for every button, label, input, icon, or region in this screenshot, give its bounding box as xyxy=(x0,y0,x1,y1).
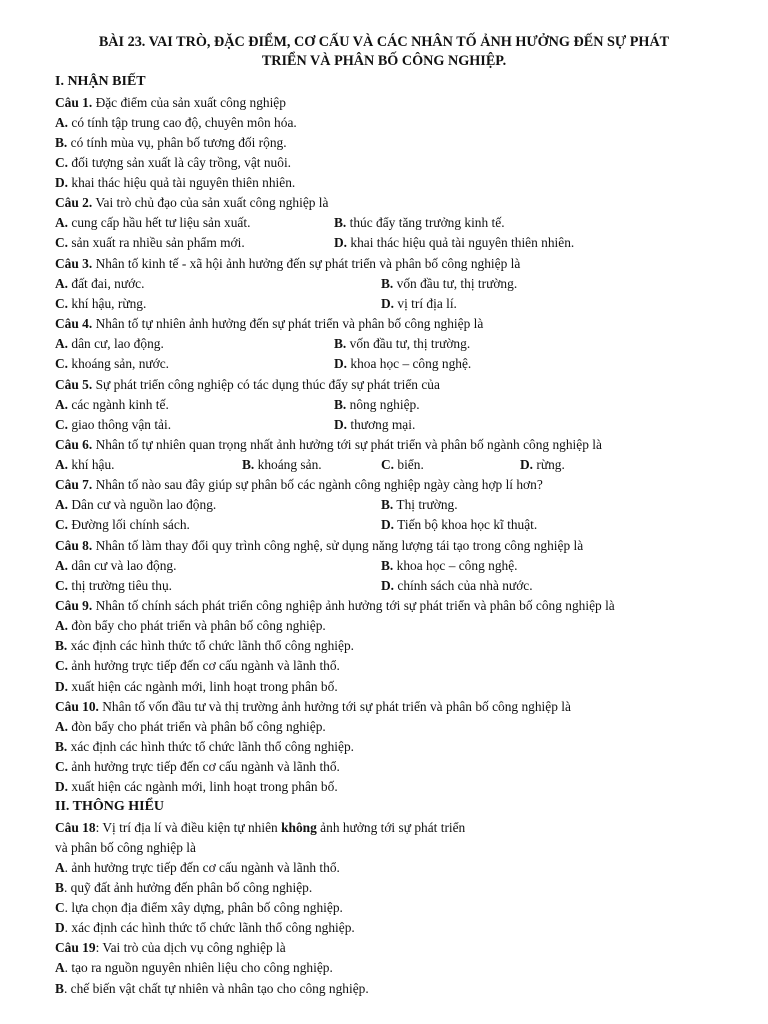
question-3: Câu 3. Nhân tố kinh tế - xã hội ảnh hưởng đến sự phát triển và phân bố công nghiệp là xyxy=(55,256,521,271)
q1-option-a: A. có tính tập trung cao độ, chuyên môn hóa. xyxy=(55,115,297,130)
q5-options-row-1 xyxy=(55,395,755,415)
q18-option-b: B. quỹ đất ảnh hưởng đến phân bố công nghiệp. xyxy=(55,880,313,895)
q6-option-a: A. khí hậu. xyxy=(55,457,115,472)
q4-option-a: A. dân cư, lao động. xyxy=(55,336,164,351)
q8-option-d: D. chính sách của nhà nước. xyxy=(381,578,533,593)
question-10: Câu 10. Nhân tố vốn đầu tư và thị trường ảnh hưởng tới sự phát triển và phân bố công nghiệp là xyxy=(55,699,571,714)
title-line-1: BÀI 23. VAI TRÒ, ĐẶC ĐIỂM, CƠ CẤU VÀ CÁC NHÂN TỐ ẢNH HƯỞNG ĐẾN SỰ PHÁT xyxy=(98,34,670,50)
q9-option-c: C. ảnh hưởng trực tiếp đến cơ cấu ngành và lãnh thổ. xyxy=(55,658,340,673)
question-1: Câu 1. Đặc điểm của sản xuất công nghiệp xyxy=(55,95,286,110)
question-19: Câu 19: Vai trò của dịch vụ công nghiệp là xyxy=(55,940,286,955)
q18-option-a: A. ảnh hưởng trực tiếp đến cơ cấu ngành và lãnh thổ. xyxy=(55,860,340,875)
question-5: Câu 5. Sự phát triển công nghiệp có tác dụng thúc đẩy sự phát triển của xyxy=(55,377,440,392)
q3-options-row-2 xyxy=(55,294,755,314)
question-9: Câu 9. Nhân tố chính sách phát triển công nghiệp ảnh hưởng tới sự phát triển và phân bố công nghiệp là xyxy=(55,598,615,613)
question-4: Câu 4. Nhân tố tự nhiên ảnh hưởng đến sự phát triển và phân bố công nghiệp là xyxy=(55,316,484,331)
section-heading-2: II. THÔNG HIỂU xyxy=(55,799,165,814)
q9-option-d: D. xuất hiện các ngành mới, linh hoạt trong phân bố. xyxy=(55,679,338,694)
q4-options-row-1 xyxy=(55,334,755,354)
q6-option-b: B. khoáng sản. xyxy=(242,457,322,472)
document-title xyxy=(40,33,728,71)
question-18-continued: và phân bố công nghiệp là xyxy=(55,840,196,855)
q5-option-b: B. nông nghiệp. xyxy=(334,397,420,412)
q6-option-d: D. rừng. xyxy=(520,457,565,472)
question-7: Câu 7. Nhân tố nào sau đây giúp sự phân bố các ngành công nghiệp ngày càng hợp lí hơn? xyxy=(55,477,543,492)
q19-option-b: B. chế biến vật chất tự nhiên và nhân tạo cho công nghiệp. xyxy=(55,981,369,996)
q18-option-d: D. xác định các hình thức tổ chức lãnh thổ công nghiệp. xyxy=(55,920,355,935)
q7-option-d: D. Tiến bộ khoa học kĩ thuật. xyxy=(381,517,538,532)
q5-option-d: D. thương mại. xyxy=(334,417,416,432)
q7-options-row-1 xyxy=(55,495,755,515)
q7-option-a: A. Dân cư và nguồn lao động. xyxy=(55,497,217,512)
q2-option-c: C. sản xuất ra nhiều sản phẩm mới. xyxy=(55,235,245,250)
q2-options-row-1 xyxy=(55,213,755,233)
q5-option-a: A. các ngành kinh tế. xyxy=(55,397,169,412)
q4-options-row-2 xyxy=(55,354,755,374)
title-line-2: TRIỂN VÀ PHÂN BỐ CÔNG NGHIỆP. xyxy=(261,53,507,69)
q10-option-c: C. ảnh hưởng trực tiếp đến cơ cấu ngành và lãnh thổ. xyxy=(55,759,340,774)
q19-option-a: A. tạo ra nguồn nguyên nhiên liệu cho công nghiệp. xyxy=(55,960,333,975)
q1-option-c: C. đối tượng sản xuất là cây trồng, vật nuôi. xyxy=(55,155,292,170)
question-2: Câu 2. Vai trò chủ đạo của sản xuất công nghiệp là xyxy=(55,195,329,210)
q1-option-b: B. có tính mùa vụ, phân bố tương đối rộng. xyxy=(55,135,287,150)
q18-option-c: C. lựa chọn địa điểm xây dựng, phân bố công nghiệp. xyxy=(55,900,343,915)
q7-option-b: B. Thị trường. xyxy=(381,497,458,512)
q2-option-b: B. thúc đẩy tăng trưởng kinh tế. xyxy=(334,215,505,230)
q4-option-d: D. khoa học – công nghệ. xyxy=(334,356,472,371)
q8-options-row-2 xyxy=(55,576,755,596)
q3-option-a: A. đất đai, nước. xyxy=(55,276,145,291)
q3-option-d: D. vị trí địa lí. xyxy=(381,296,457,311)
q2-option-d: D. khai thác hiệu quả tài nguyên thiên nhiên. xyxy=(334,235,575,250)
q3-option-b: B. vốn đầu tư, thị trường. xyxy=(381,276,518,291)
q3-options-row-1 xyxy=(55,274,755,294)
q8-option-a: A. dân cư và lao động. xyxy=(55,558,177,573)
q7-options-row-2 xyxy=(55,515,755,535)
question-18: Câu 18: Vị trí địa lí và điều kiện tự nhiên không ảnh hưởng tới sự phát triển xyxy=(55,820,466,835)
q4-option-b: B. vốn đầu tư, thị trường. xyxy=(334,336,471,351)
q10-option-a: A. đòn bẩy cho phát triển và phân bố công nghiệp. xyxy=(55,719,326,734)
q10-option-d: D. xuất hiện các ngành mới, linh hoạt trong phân bố. xyxy=(55,779,338,794)
q6-options-row xyxy=(55,455,755,475)
q9-option-b: B. xác định các hình thức tổ chức lãnh thổ công nghiệp. xyxy=(55,638,355,653)
q1-option-d: D. khai thác hiệu quả tài nguyên thiên nhiên. xyxy=(55,175,296,190)
q10-option-b: B. xác định các hình thức tổ chức lãnh thổ công nghiệp. xyxy=(55,739,355,754)
q8-option-b: B. khoa học – công nghệ. xyxy=(381,558,518,573)
q5-options-row-2 xyxy=(55,415,755,435)
q8-options-row-1 xyxy=(55,556,755,576)
q9-option-a: A. đòn bẩy cho phát triển và phân bố công nghiệp. xyxy=(55,618,326,633)
q2-option-a: A. cung cấp hầu hết tư liệu sản xuất. xyxy=(55,215,251,230)
q4-option-c: C. khoáng sản, nước. xyxy=(55,356,170,371)
question-8: Câu 8. Nhân tố làm thay đổi quy trình công nghệ, sử dụng năng lượng tái tạo trong công nghiệp là xyxy=(55,538,584,553)
q6-option-c: C. biển. xyxy=(381,457,424,472)
question-6: Câu 6. Nhân tố tự nhiên quan trọng nhất ảnh hưởng tới sự phát triển và phân bố ngành công nghiệp là xyxy=(55,437,602,452)
section-heading-1: I. NHẬN BIẾT xyxy=(55,74,146,89)
q8-option-c: C. thị trường tiêu thụ. xyxy=(55,578,173,593)
q3-option-c: C. khí hậu, rừng. xyxy=(55,296,147,311)
q2-options-row-2 xyxy=(55,233,755,253)
q7-option-c: C. Đường lối chính sách. xyxy=(55,517,190,532)
q5-option-c: C. giao thông vận tải. xyxy=(55,417,172,432)
